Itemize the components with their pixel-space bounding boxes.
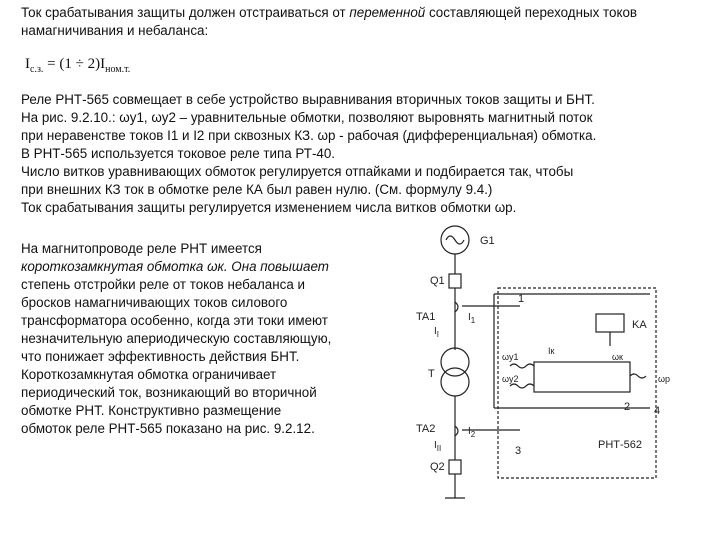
formula-setting-current: [25, 56, 130, 75]
paragraph-short-circuit-winding: [21, 240, 331, 438]
label-iI: $I_I$: [434, 326, 440, 339]
label-ik: Iк: [548, 346, 555, 356]
text-segment: составляющей переходных токов намагничивания и небаланса:: [21, 5, 638, 38]
formula-coef: (1 ÷ 2): [59, 56, 101, 72]
text-line: обмотке РНТ. Конструктивно размещение: [21, 403, 282, 418]
formula-lhs: I: [25, 56, 30, 72]
label-wy1: ωу1: [502, 352, 519, 362]
label-node-1: 1: [518, 293, 525, 305]
label-node-2: 2: [624, 401, 631, 413]
relay-ka: [596, 314, 624, 332]
text-line: На магнитопроводе реле РНТ имеется: [21, 241, 262, 256]
label-node-3: 3: [515, 445, 522, 457]
label-i2: $I_2$: [468, 426, 476, 439]
label-iII: $I_{II}$: [434, 440, 442, 453]
text-line: Реле РНТ-565 совмещает в себе устройство выравнивания вторичных токов защиты и БНТ.: [21, 92, 595, 107]
text-line: степень отстройки реле от токов небаланса и: [21, 277, 305, 292]
text-line: Короткозамкнутая обмотка ограничивает: [21, 367, 277, 382]
formula-lhs-sub: с.з.: [30, 64, 44, 75]
text-segment: Ток срабатывания защиты должен отстраиваться от: [21, 5, 350, 20]
label-node-4: 4: [654, 405, 661, 417]
label-t: T: [428, 368, 435, 380]
formula-eq: =: [43, 56, 60, 72]
transformer-winding-bottom: [441, 368, 469, 396]
label-ta2: TA2: [416, 423, 436, 435]
breaker-q1: [449, 274, 461, 288]
sine-icon: [446, 236, 464, 244]
label-ta1: TA1: [416, 311, 436, 323]
italic-word: переменной: [349, 5, 426, 20]
label-q1: Q1: [430, 275, 445, 287]
text-line: трансформатора особенно, когда эти токи имеют: [21, 313, 328, 328]
label-ka: KA: [632, 319, 647, 331]
text-line: при неравенстве токов I1 и I2 при сквозных КЗ. ωр - рабочая (дифференциальная) обмотка.: [21, 128, 597, 143]
label-wr: ωр: [658, 374, 671, 384]
label-g1: G1: [480, 235, 495, 247]
formula-rhs: I: [100, 56, 106, 72]
text-line: что понижает эффективность действия БНТ.: [21, 349, 300, 364]
text-line: Число витков уравнивающих обмоток регулируется отпайками и подбирается так, чтобы: [21, 164, 574, 179]
circuit-diagram: [400, 222, 700, 522]
label-wk: ωк: [612, 352, 623, 362]
text-line: при внешних КЗ ток в обмотке реле КА был равен нулю. (См. формулу 9.4.): [21, 182, 493, 197]
label-i1: $I_1$: [468, 312, 476, 325]
text-line: На рис. 9.2.10.: ωу1, ωу2 – уравнительные обмотки, позволяют выровнять магнитный поток: [21, 110, 593, 125]
winding-wy1: [510, 364, 534, 368]
text-line: Ток срабатывания защиты регулируется изменением числа витков обмотки ωр.: [21, 200, 517, 215]
paragraph-rnt565: [21, 91, 596, 217]
text-line: периодический ток, возникающий во вторичной: [21, 385, 317, 400]
text-line: короткозамкнутая обмотка ωк. Она повышает: [21, 259, 329, 274]
label-wy2: ωу2: [502, 374, 519, 384]
text-line: незначительную апериодическую составляющую,: [21, 331, 332, 346]
text-line: обмоток реле РНТ-565 показано на рис. 9.2.12.: [21, 421, 315, 436]
winding-wr: [630, 374, 646, 378]
label-q2: Q2: [430, 461, 445, 473]
winding-wy2: [510, 384, 534, 388]
text-line: бросков намагничивающих токов силового: [21, 295, 288, 310]
label-relay: РНТ-562: [598, 439, 643, 451]
formula-rhs-sub: ном.т.: [105, 64, 131, 75]
text-line: В РНТ-565 используется токовое реле типа РТ-40.: [21, 146, 336, 161]
magnetic-core: [534, 362, 630, 392]
breaker-q2: [449, 460, 461, 474]
paragraph-offset-current: [21, 4, 711, 40]
